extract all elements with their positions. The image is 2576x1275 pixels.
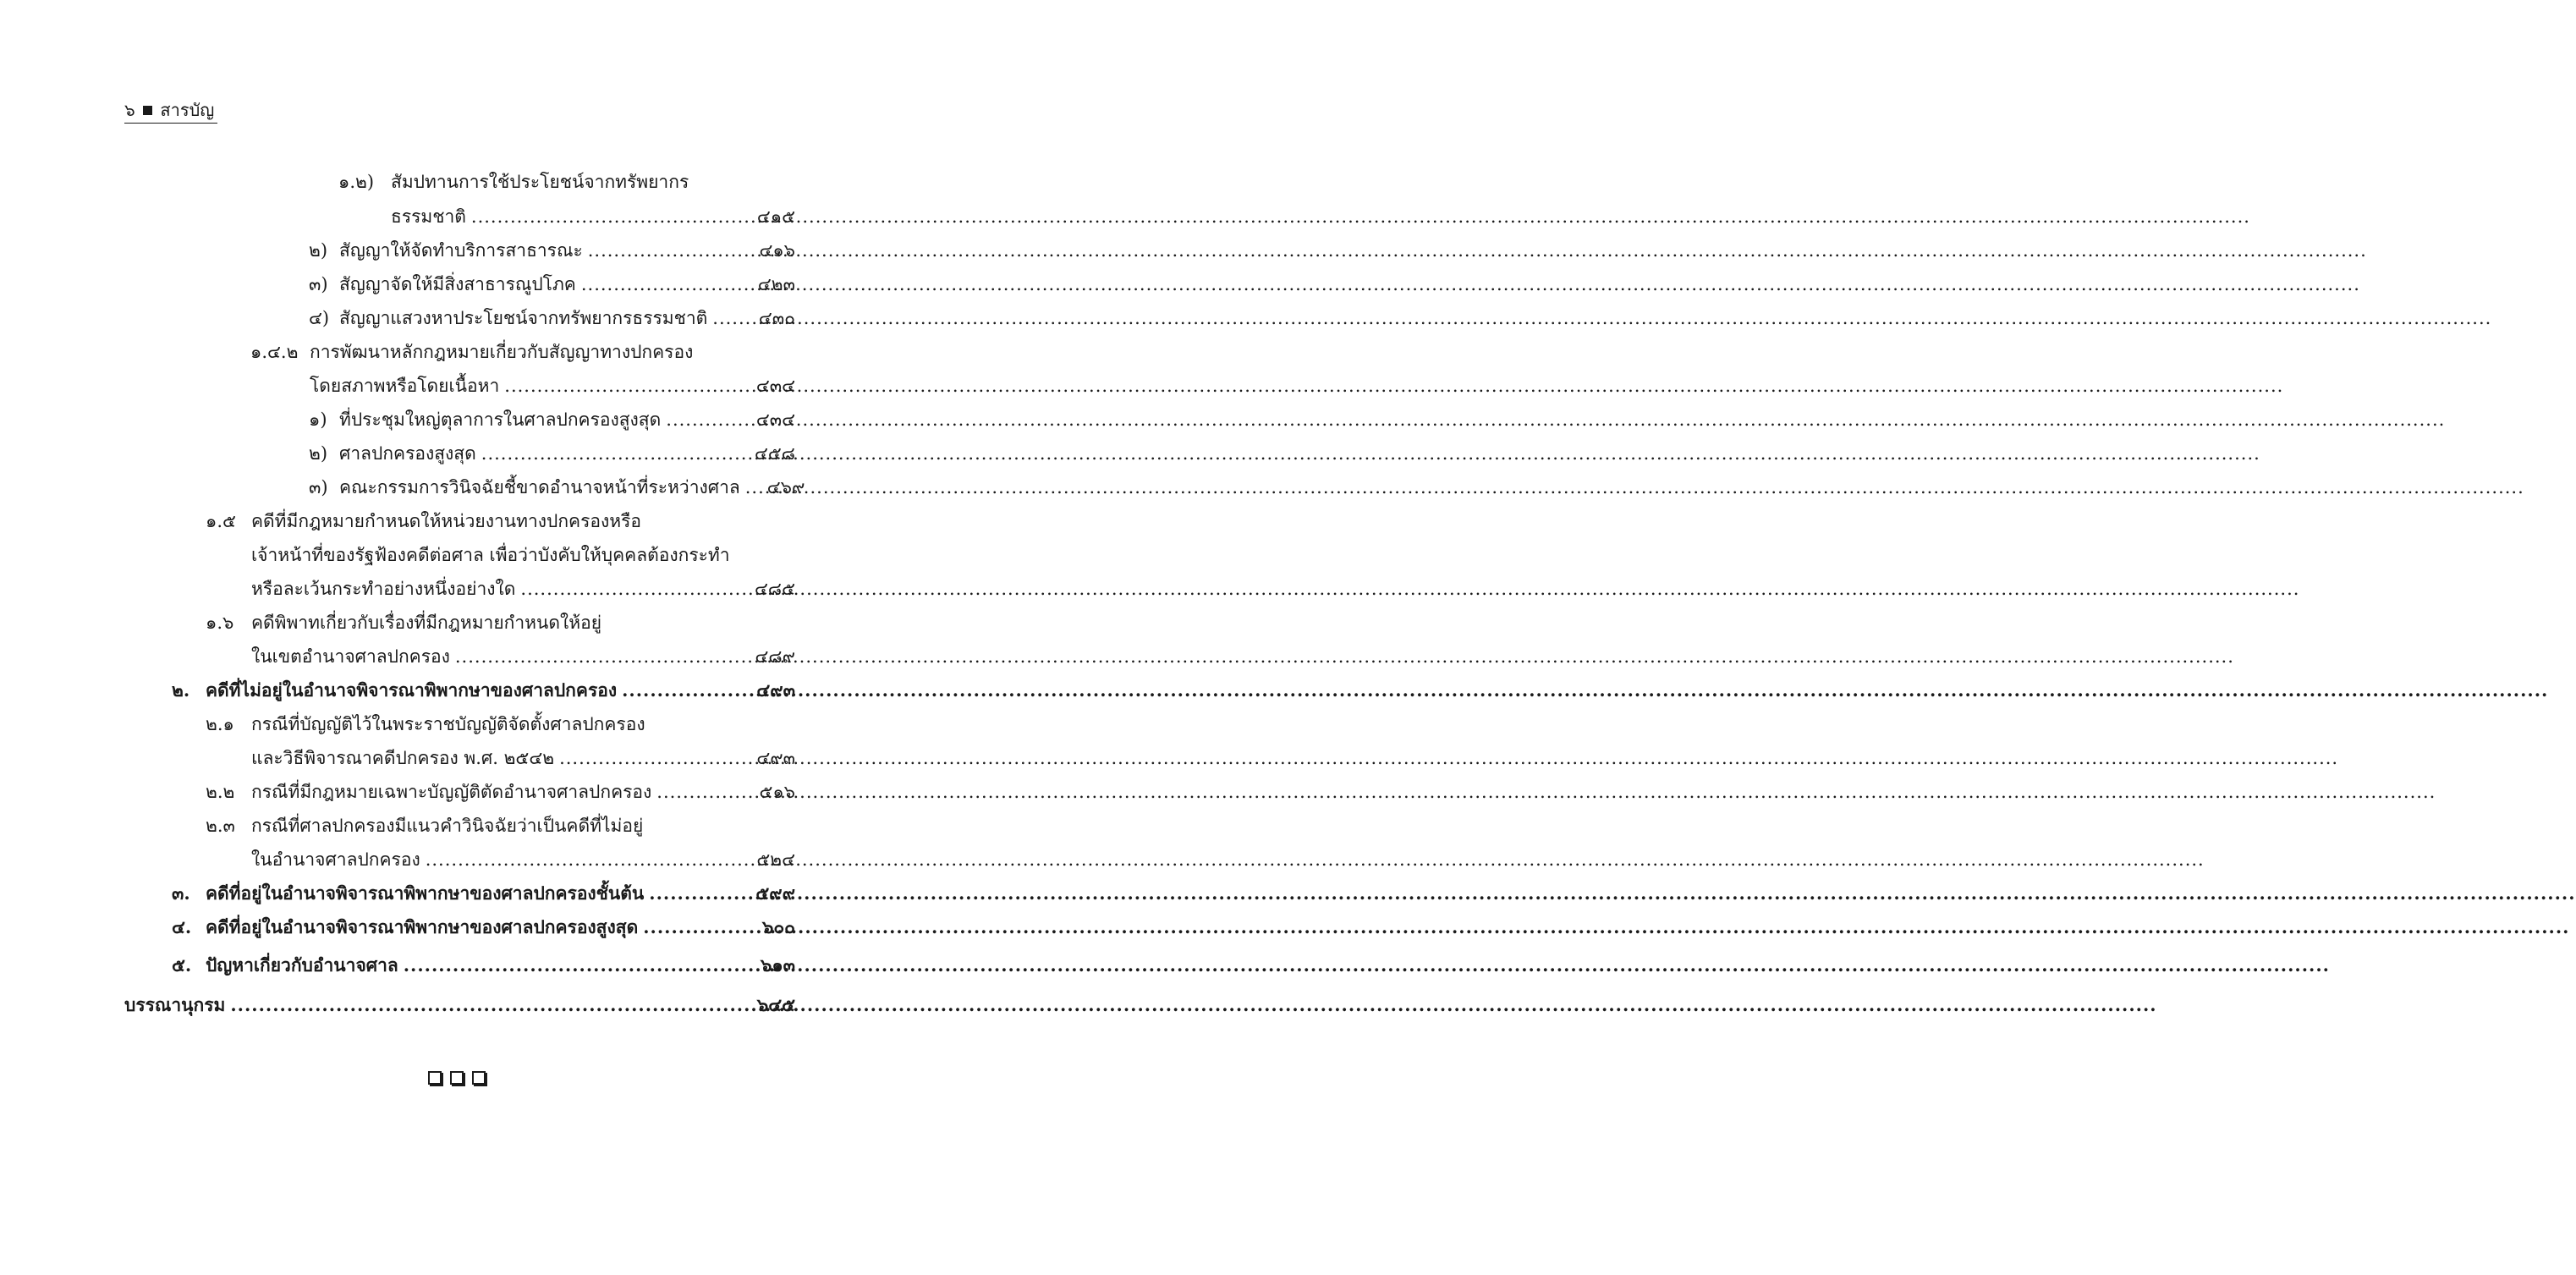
toc-entry-number: ๒. [172,679,190,701]
toc-entry-page: ๕๒๔ [756,849,795,870]
toc-entry-text: สัญญาให้จัดทำบริการสาธารณะ [339,240,583,261]
leader-dots [643,913,757,942]
toc-entry [206,811,795,840]
leader-dots [581,270,753,299]
toc-entry-text: คดีที่มีกฎหมายกำหนดให้หน่วยงานทางปกครองหรือ [251,511,641,531]
toc-bibliography [124,991,795,1019]
leader-dots [481,439,750,468]
toc-entry-text: การพัฒนาหลักกฎหมายเกี่ยวกับสัญญาทางปกครอง [310,342,694,362]
toc-entry [309,270,795,299]
leader-dots [656,778,754,806]
square-ornament-icon [428,1071,442,1085]
toc-chapter [172,879,795,908]
leader-dots [588,236,755,265]
toc-entry [310,371,795,400]
toc-entry [250,338,795,366]
toc-entry [338,168,795,196]
toc-entry-number: ๒) [309,240,328,261]
toc-entry-text: กรณีที่บัญญัติไว้ในพระราชบัญญัติจัดตั้งศาลปกครอง [251,714,645,734]
toc-entry-page: ๔๕๘ [755,443,795,464]
header-title: สารบัญ [160,100,215,120]
toc-entry-number: ๒.๑ [206,714,234,734]
toc-entry-page: ๔๑๖ [759,240,795,261]
toc-entry-number: ๔. [172,916,192,937]
toc-entry-number: ๓) [309,274,328,294]
end-of-section-mark [428,1071,486,1088]
toc-entry [309,439,795,468]
toc-entry-text: สัญญาจัดให้มีสิ่งสาธารณูปโภค [339,274,576,294]
square-ornament-icon [450,1071,464,1085]
toc-entry-number: ๑.๒) [338,172,375,192]
toc-entry-page: ๕๙๙ [755,882,795,904]
toc-entry [206,608,795,637]
leader-dots [559,744,751,772]
toc-entry-page: ๔๓๐ [758,308,795,328]
toc-entry [251,541,795,569]
toc-entry [251,744,795,772]
toc-chapter [172,676,795,705]
toc-entry-number: ๓) [309,477,328,497]
toc-entry-number: ๑) [309,409,327,430]
leader-dots [712,304,754,332]
toc-entry-number: ๔) [309,308,330,328]
toc-entry-page: ๔๖๙ [766,477,805,497]
toc-entry-page: ๔๑๕ [756,206,795,227]
leader-dots [622,676,751,705]
toc-entry-page: ๔๘๕ [755,579,795,599]
square-ornament-icon [472,1071,486,1085]
toc-chapter [172,951,795,980]
toc-entry [251,642,795,671]
toc-entry-text: คดีที่อยู่ในอำนาจพิจารณาพิพากษาของศาลปกครองชั้นต้น [206,882,645,904]
toc-entry-page: ๔๙๓ [756,748,795,768]
toc-entry-number: ๑.๔.๒ [250,342,299,362]
toc-entry [206,507,795,536]
toc-entry-page: ๖๑๓ [760,954,795,975]
toc-entry [251,845,795,874]
toc-entry-text: คดีที่ไม่อยู่ในอำนาจพิจารณาพิพากษาของศาลปกครอง [206,679,618,701]
leader-dots [455,642,750,671]
toc-entry-number: ๒) [309,443,328,464]
toc-entry-number: ๑.๕ [206,511,236,531]
toc-entry-text: บรรณานุกรม [124,994,226,1015]
toc-entry [206,778,795,806]
leader-dots [404,951,755,980]
toc-entry [391,202,795,231]
toc-entry-text: โดยสภาพหรือโดยเนื้อหา [310,376,500,396]
toc-entry-text: คดีที่อยู่ในอำนาจพิจารณาพิพากษาของศาลปกครองสูงสุด [206,916,639,937]
toc-entry-text: ในเขตอำนาจศาลปกครอง [251,646,450,667]
toc-entry-page: ๔๓๔ [755,409,795,430]
page-number: ๖ [124,100,135,120]
toc-entry-text: กรณีที่ศาลปกครองมีแนวคำวินิจฉัยว่าเป็นคดีที่ไม่อยู่ [251,816,644,836]
toc-entry-text: ปัญหาเกี่ยวกับอำนาจศาล [206,954,398,975]
toc-entry-page: ๖๔๕ [756,994,795,1015]
toc-entry-text: สัญญาแสวงหาประโยชน์จากทรัพยากรธรรมชาติ [339,308,708,328]
toc-entry-page: ๕๑๖ [759,782,795,802]
toc-entry [309,473,805,502]
leader-dots [520,574,750,603]
toc-entry-page: ๔๒๓ [757,274,795,294]
toc-entry [206,710,795,739]
toc-entry-text: คณะกรรมการวินิจฉัยชี้ขาดอำนาจหน้าที่ระหว่างศาล [339,477,740,497]
toc-entry-text: ศาลปกครองสูงสุด [339,443,476,464]
toc-entry-text: ที่ประชุมใหญ่ตุลาการในศาลปกครองสูงสุด [339,409,662,430]
toc-entry-text: สัมปทานการใช้ประโยชน์จากทรัพยากร [391,172,689,192]
toc-entry-number: ๑.๖ [206,613,234,633]
toc-entry-page: ๔๘๙ [755,646,795,667]
toc-entry [309,304,795,332]
leader-dots [426,845,752,874]
leader-dots [230,991,752,1019]
toc-entry-text: เจ้าหน้าที่ของรัฐฟ้องคดีต่อศาล เพื่อว่าบังคับให้บุคคลต้องกระทำ [251,545,730,565]
leader-dots [666,405,751,434]
toc-entry-number: ๕. [172,954,192,975]
toc-entry-text: หรือละเว้นกระทำอย่างหนึ่งอย่างใด [251,579,516,599]
toc-entry-text: ในอำนาจศาลปกครอง [251,849,420,870]
leader-dots [471,202,752,231]
toc-entry-page: ๔๓๔ [755,376,795,396]
toc-entry-page: ๔๙๓ [756,679,795,701]
toc-entry-text: คดีพิพาทเกี่ยวกับเรื่องที่มีกฎหมายกำหนดให้อยู่ [251,613,602,633]
toc-entry [309,405,795,434]
toc-entry [309,236,795,265]
toc-entry-text: กรณีที่มีกฎหมายเฉพาะบัญญัติตัดอำนาจศาลปกครอง [251,782,652,802]
toc-entry-number: ๒.๒ [206,782,235,802]
toc-entry [251,574,795,603]
leader-dots [504,371,751,400]
leader-dots [745,473,762,502]
toc-chapter [172,913,795,942]
toc-entry-page: ๖๐๐ [762,916,795,937]
toc-entry-number: ๒.๓ [206,816,235,836]
toc-entry-number: ๓. [172,882,190,904]
toc-entry-text: และวิธีพิจารณาคดีปกครอง พ.ศ. ๒๕๔๒ [251,748,555,768]
leader-dots [649,879,750,908]
toc-entry-text: ธรรมชาติ [391,206,466,227]
